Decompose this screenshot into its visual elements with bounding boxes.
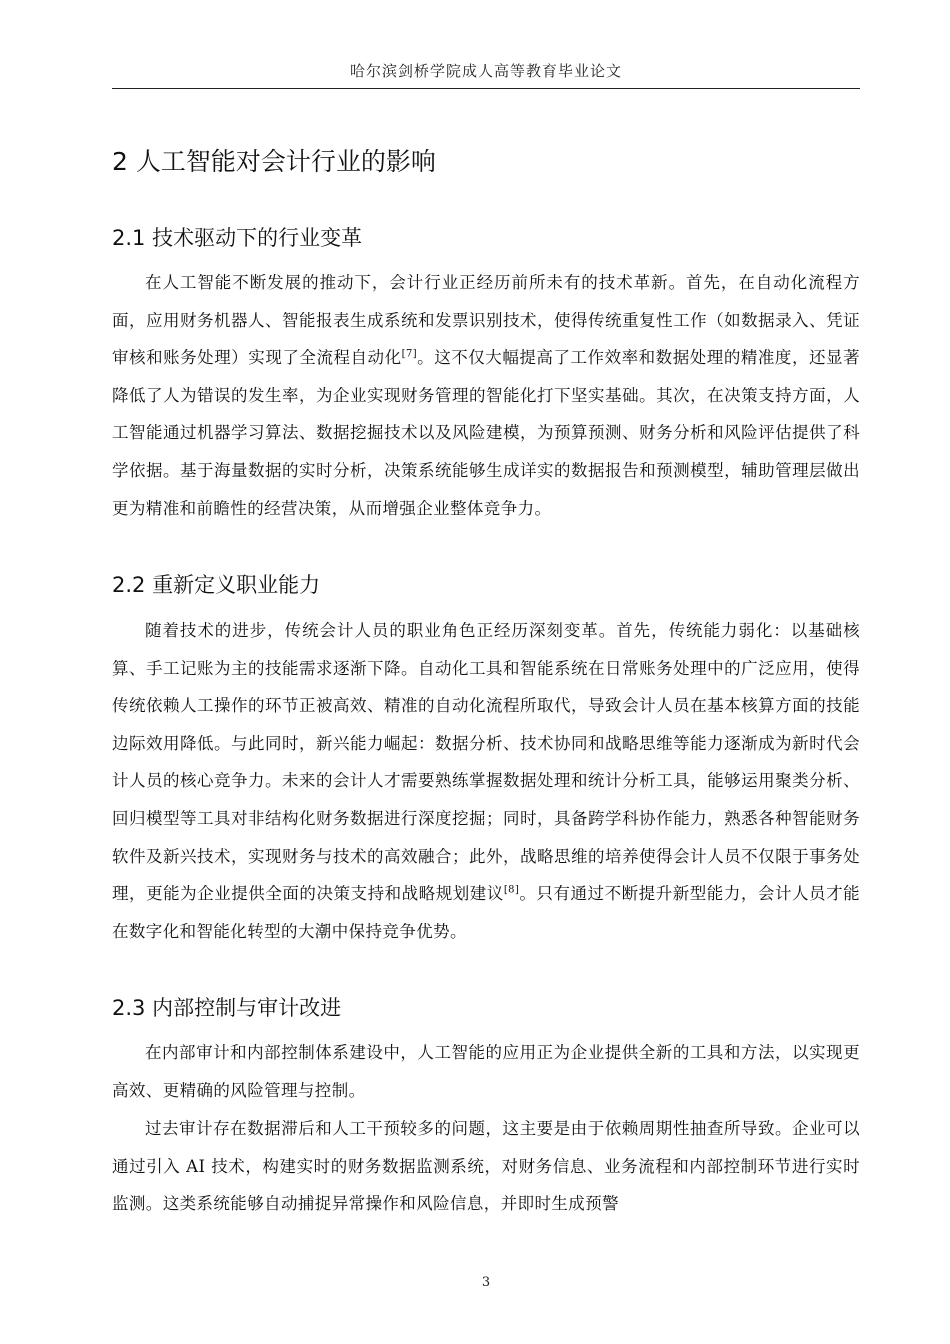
citation-marker: [8] [503,884,520,896]
section-2-1-paragraph-1 [112,264,860,527]
section-2-3-paragraph-1 [112,1034,860,1109]
paragraph-text: 。这不仅大幅提高了工作效率和数据处理的精准度，还显著降低了人为错误的发生率，为企业实现财务管理的智能化打下坚实基础。其次，在决策支持方面，人工智能通过机器学习算法、数据挖掘技术以及风险建模，为预算预测、财务分析和风险评估提供了科学依据。基于海量数据的实时分析，决策系统能够生成详实的数据报告和预测模型，辅助管理层做出更为精准和前瞻性的经营决策，从而增强企业整体竞争力。 [112,348,860,518]
page-number: 3 [481,1275,491,1290]
paragraph-text: 在人工智能不断发展的推动下，会计行业正经历前所未有的技术革新。首先，在自动化流程方面，应用财务机器人、智能报表生成系统和发票识别技术，使得传统重复性工作（如数据录入、凭证审核和账务处理）实现了全流程自动化 [112,273,860,368]
section-title-2-3: 2.3 内部控制与审计改进 [112,996,342,1020]
section-title-2-1: 2.1 技术驱动下的行业变革 [112,226,363,250]
citation-marker: [7] [401,348,418,360]
chapter-title: 2 人工智能对会计行业的影响 [112,147,436,176]
section-2-3-paragraph-2 [112,1110,860,1223]
paragraph-text: 在内部审计和内部控制体系建设中，人工智能的应用正为企业提供全新的工具和方法，以实现更高效、更精确的风险管理与控制。 [112,1043,860,1100]
header-divider [112,88,860,89]
page-header: 哈尔滨剑桥学院成人高等教育毕业论文 [349,62,622,80]
section-title-2-2: 2.2 重新定义职业能力 [112,573,321,597]
section-2-2-paragraph-1 [112,612,860,950]
paragraph-text: 过去审计存在数据滞后和人工干预较多的问题，这主要是由于依赖周期性抽查所导致。企业可以通过引入 AI 技术，构建实时的财务数据监测系统，对财务信息、业务流程和内部控制环节进行实时监测。这类系统能够自动捕捉异常操作和风险信息，并即时生成预警 [112,1119,860,1214]
paragraph-text: 。只有通过不断提升新型能力，会计人员才能在数字化和智能化转型的大潮中保持竞争优势。 [112,884,861,941]
paragraph-text: 随着技术的进步，传统会计人员的职业角色正经历深刻变革。首先，传统能力弱化：以基础核算、手工记账为主的技能需求逐渐下降。自动化工具和智能系统在日常账务处理中的广泛应用，使得传统依赖人工操作的环节正被高效、精准的自动化流程所取代，导致会计人员在基本核算方面的技能边际效用降低。与此同时，新兴能力崛起：数据分析、技术协同和战略思维等能力逐渐成为新时代会计人员的核心竞争力。未来的会计人才需要熟练掌握数据处理和统计分析工具，能够运用聚类分析、回归模型等工具对非结构化财务数据进行深度挖掘；同时，具备跨学科协作能力，熟悉各种智能财务软件及新兴技术，实现财务与技术的高效融合；此外，战略思维的培养使得会计人员不仅限于事务处理，更能为企业提供全面的决策支持和战略规划建议 [112,621,860,904]
